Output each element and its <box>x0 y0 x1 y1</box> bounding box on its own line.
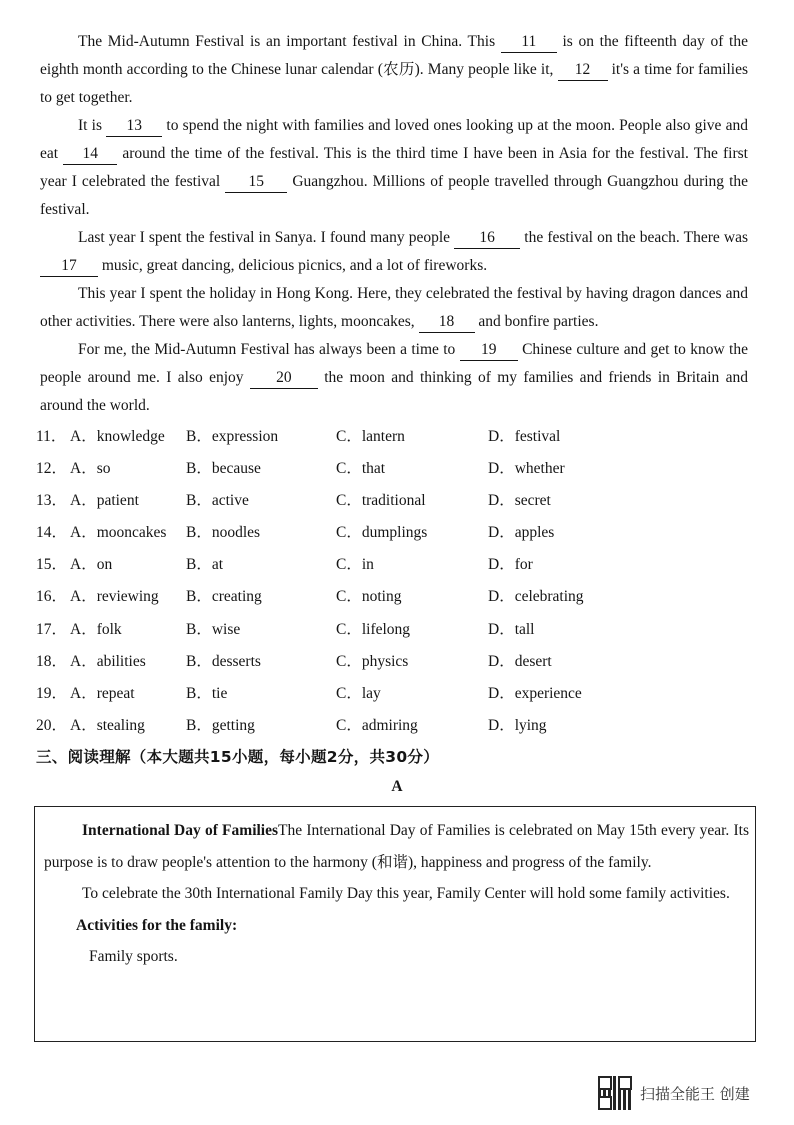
option-d: D．whether <box>488 460 565 478</box>
passage-paragraph-2 <box>40 112 748 224</box>
question-row <box>36 516 756 548</box>
activities-title: Activities for the family: <box>76 916 238 934</box>
option-b: B．tie <box>186 684 228 702</box>
passage-text: This year I spent the holiday in Hong Kong. Here, they celebrated the festival by having dragon dances and other activities. There were also lanterns, lights, mooncakes, <box>40 285 748 330</box>
activity-item: Family sports. <box>89 947 178 965</box>
blank-17: 17 <box>40 256 98 277</box>
option-b: B．desserts <box>186 652 261 670</box>
option-b: B．getting <box>186 716 255 734</box>
section-letter: A <box>391 778 403 795</box>
passage-text: The Mid-Autumn Festival is an important festival in China. This <box>78 33 496 50</box>
question-row <box>36 709 756 741</box>
option-a: A．abilities <box>70 652 146 670</box>
reading-heading: International Day of Families <box>82 822 279 839</box>
blank-15: 15 <box>225 172 287 193</box>
option-d: D．tall <box>488 620 535 638</box>
passage-text: For me, the Mid-Autumn Festival has always been a time to <box>78 341 456 358</box>
question-number: 13． <box>36 492 68 510</box>
option-b: B．at <box>186 556 224 574</box>
option-d: D．desert <box>488 652 552 670</box>
watermark-text: 扫描全能王 创建 <box>640 1084 750 1103</box>
question-number: 17． <box>36 620 68 638</box>
passage-text: Guangzhou. Millions of people travelled through Guangzhou during the festival. <box>40 173 749 218</box>
option-c: C．that <box>336 460 386 478</box>
option-d: D．festival <box>488 428 561 445</box>
option-b: B．because <box>186 460 261 478</box>
option-c: C．noting <box>336 588 402 606</box>
option-c: C．lantern <box>336 428 405 445</box>
reading-box <box>34 806 756 1042</box>
qr-code-icon <box>598 1076 632 1110</box>
option-c: C．in <box>336 556 374 574</box>
answer-options <box>36 420 756 741</box>
blank-14: 14 <box>63 144 117 165</box>
option-b: B．noodles <box>186 524 261 542</box>
scanner-watermark <box>598 1076 750 1110</box>
option-c: C．lifelong <box>336 620 411 638</box>
passage-text: around the time of the festival. This is the third time I have been in Asia for the festival. The first year I celebrated the festival <box>40 145 748 190</box>
question-row <box>36 548 756 580</box>
question-number: 16． <box>36 588 68 606</box>
question-number: 11． <box>36 428 67 445</box>
passage-text: the festival on the beach. There was <box>524 229 748 246</box>
blank-16: 16 <box>454 228 520 249</box>
blank-11: 11 <box>501 32 557 53</box>
option-d: D．celebrating <box>488 588 584 606</box>
question-row <box>36 484 756 516</box>
option-d: D．for <box>488 556 533 574</box>
option-a: A．knowledge <box>70 428 165 445</box>
passage-text: it's a time for families to get together. <box>40 61 748 106</box>
passage-text: Chinese culture and get to know the people around me. I also enjoy <box>40 341 748 386</box>
option-a: A．patient <box>70 492 139 510</box>
blank-19: 19 <box>460 340 518 361</box>
passage-paragraph-3 <box>40 224 748 280</box>
option-a: A．reviewing <box>70 588 159 606</box>
question-number: 14． <box>36 524 68 542</box>
reading-box-content <box>44 815 749 972</box>
question-number: 20． <box>36 716 68 734</box>
option-a: A．stealing <box>70 716 145 734</box>
option-a: A．so <box>70 460 111 478</box>
passage-text: to spend the night with families and loved ones looking up at the moon. People also give and eat <box>40 117 748 162</box>
passage-paragraph-1 <box>40 28 748 112</box>
option-a: A．on <box>70 556 113 574</box>
option-c: C．lay <box>336 684 381 702</box>
cloze-passage <box>40 28 748 420</box>
blank-12: 12 <box>558 60 608 81</box>
option-a: A．mooncakes <box>70 524 167 542</box>
section-heading: 三、阅读理解（本大题共15小题，每小题2分，共30分） <box>36 748 440 766</box>
passage-paragraph-5 <box>40 336 748 420</box>
question-row <box>36 677 756 709</box>
option-a: A．folk <box>70 620 122 638</box>
reading-paragraph-1 <box>44 815 749 878</box>
blank-13: 13 <box>106 116 162 137</box>
question-row <box>36 420 756 452</box>
question-number: 18． <box>36 652 68 670</box>
option-c: C．dumplings <box>336 524 428 542</box>
question-number: 12． <box>36 460 68 478</box>
question-row <box>36 452 756 484</box>
passage-text: and bonfire parties. <box>478 313 599 330</box>
option-d: D．experience <box>488 684 582 702</box>
passage-text: It is <box>78 117 103 134</box>
option-c: C．traditional <box>336 492 426 510</box>
reading-paragraph-2: To celebrate the 30th International Family Day this year, Family Center will hold some family activities. <box>82 885 730 902</box>
option-b: B．active <box>186 492 249 510</box>
blank-20: 20 <box>250 368 318 389</box>
option-b: B．wise <box>186 620 241 638</box>
option-d: D．secret <box>488 492 551 510</box>
passage-text: music, great dancing, delicious picnics, and a lot of fireworks. <box>101 257 488 274</box>
reading-text: The International Day of Families is celebrated on May 15th every year. Its purpose is to draw people's attention to the harmony (和谐), happiness and progress of the family. <box>44 822 750 871</box>
passage-text: the moon and thinking of my families and friends in Britain and around the world. <box>40 369 749 414</box>
passage-text: is on the fifteenth day of the eighth month according to the Chinese lunar calendar (农历). Many people like it, <box>40 33 748 78</box>
question-row <box>36 645 756 677</box>
option-b: B．expression <box>186 428 279 445</box>
option-b: B．creating <box>186 588 262 606</box>
question-row <box>36 580 756 612</box>
option-c: C．admiring <box>336 716 418 734</box>
passage-paragraph-4 <box>40 280 748 336</box>
option-d: D．apples <box>488 524 555 542</box>
blank-18: 18 <box>419 312 475 333</box>
option-d: D．lying <box>488 716 547 734</box>
question-row <box>36 613 756 645</box>
question-number: 15． <box>36 556 68 574</box>
option-a: A．repeat <box>70 684 135 702</box>
passage-text: Last year I spent the festival in Sanya. I found many people <box>78 229 451 246</box>
question-number: 19． <box>36 684 68 702</box>
option-c: C．physics <box>336 652 409 670</box>
